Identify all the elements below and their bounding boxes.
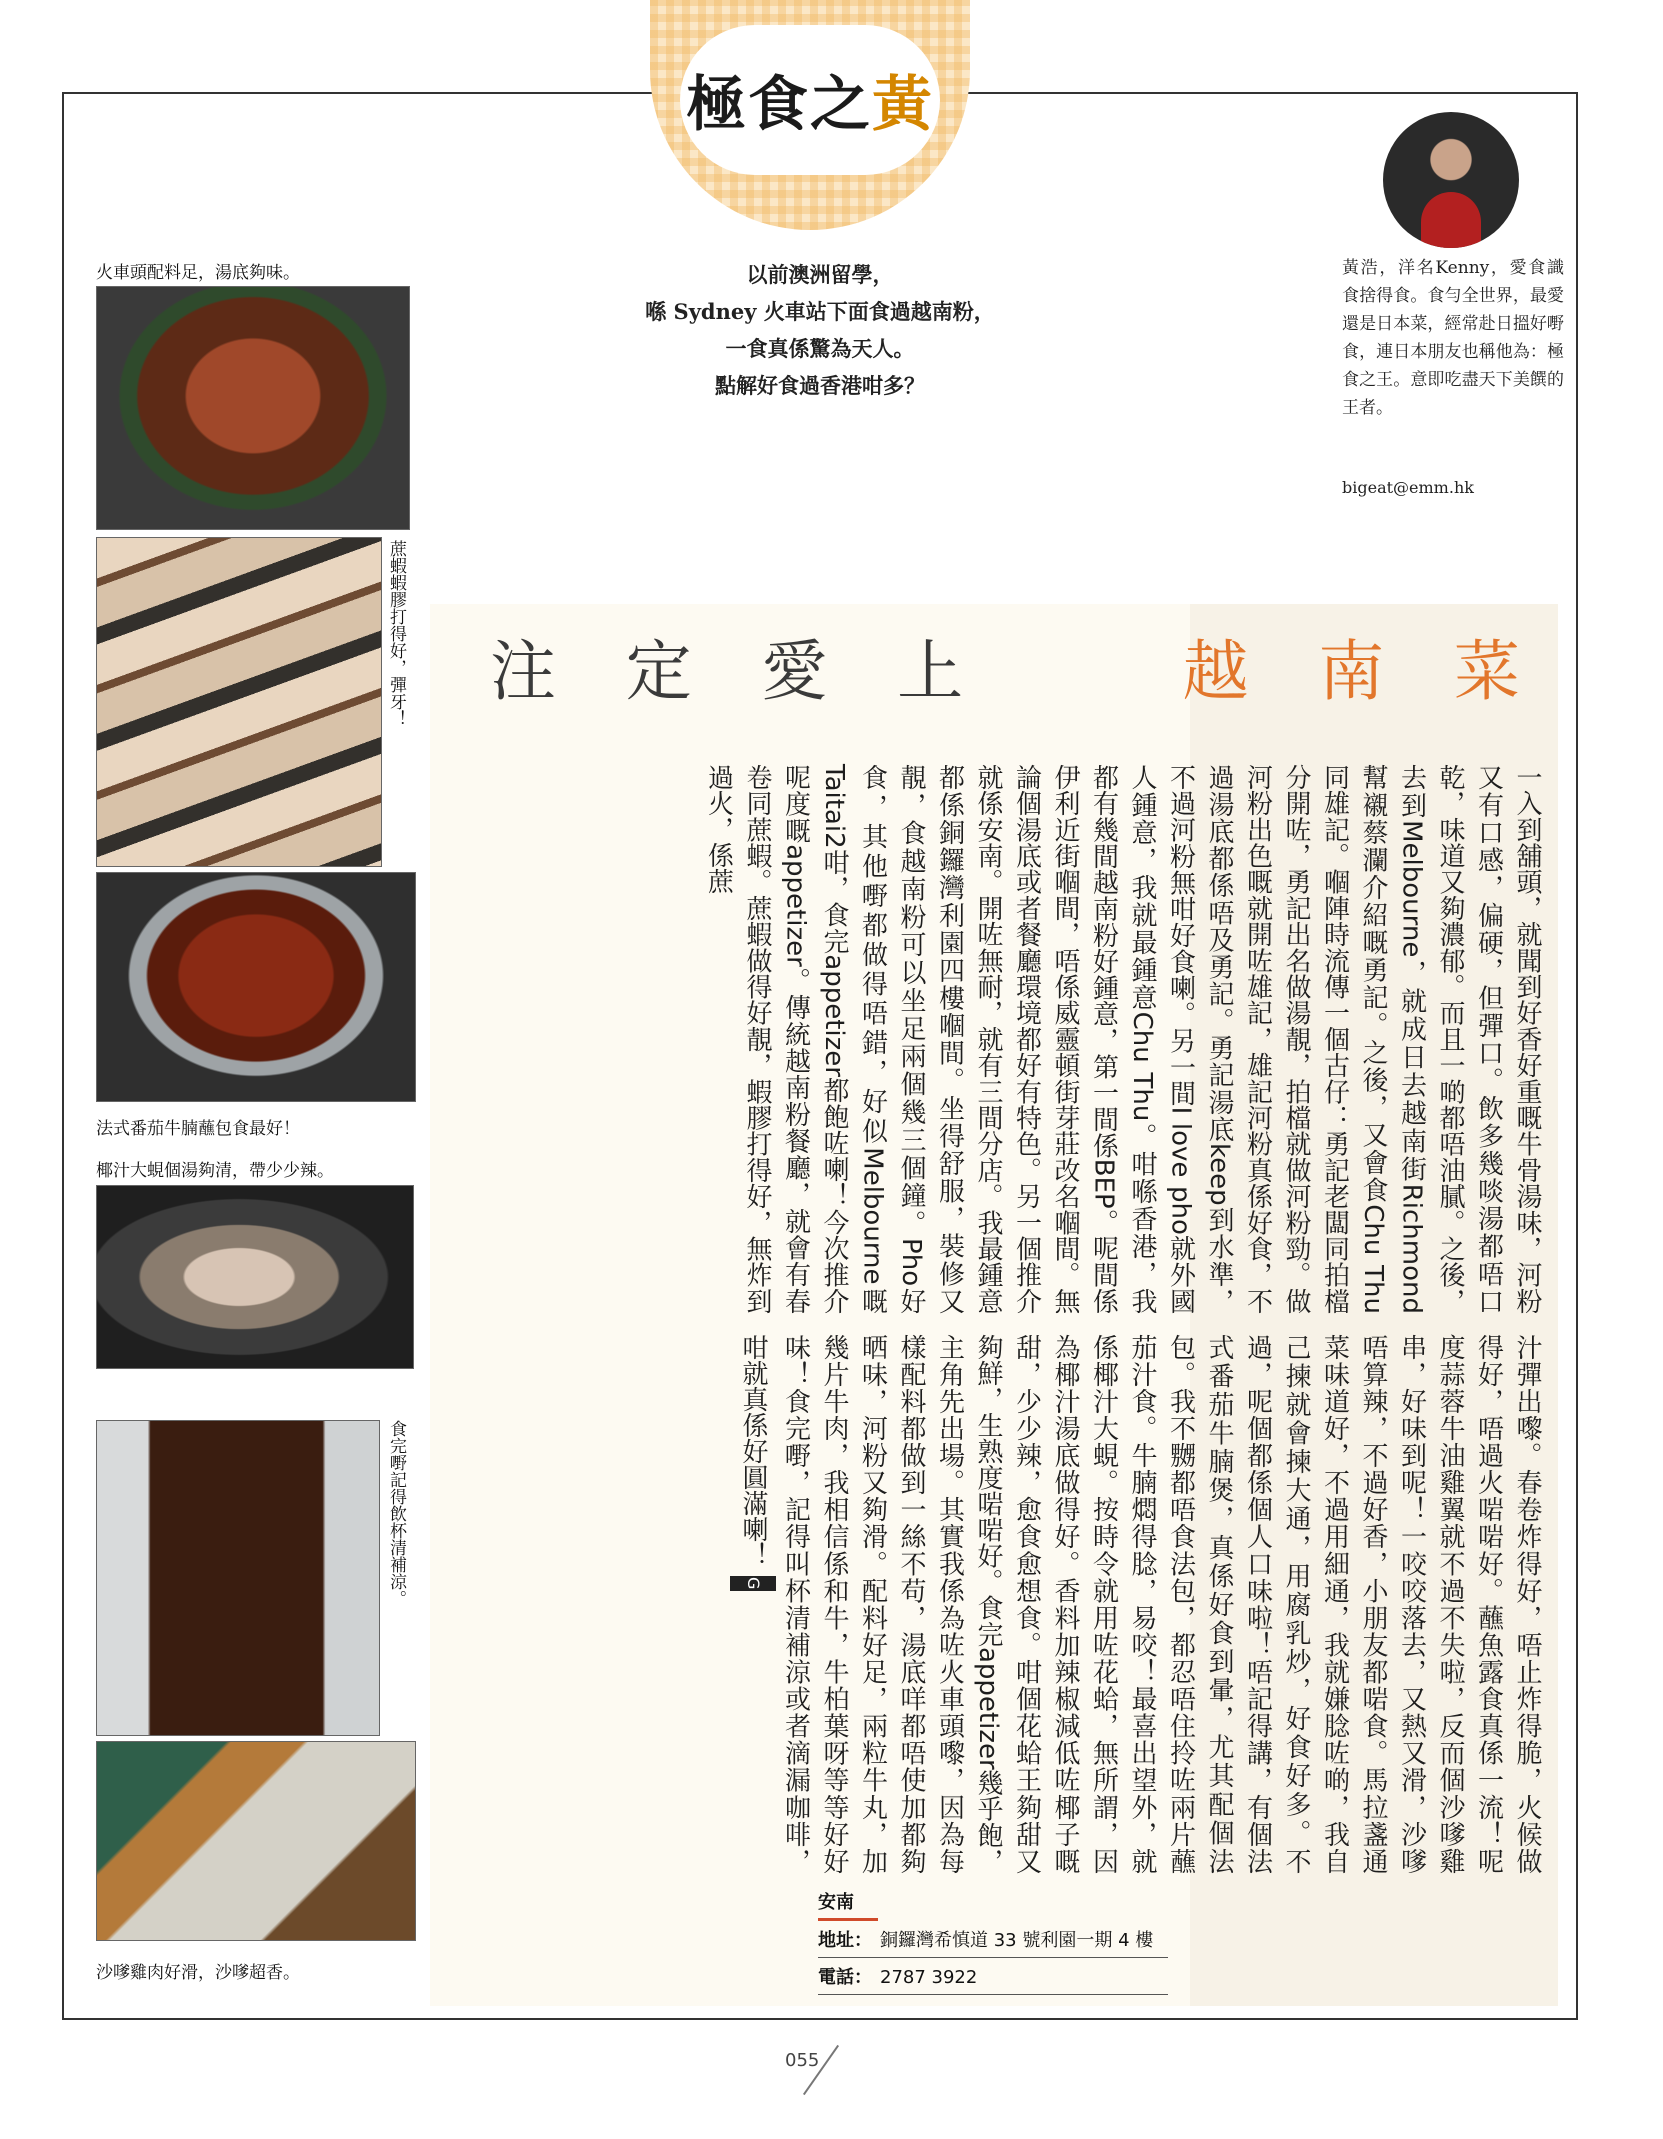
restaurant-address: 地址： 銅鑼灣希慎道 33 號利園一期 4 樓 xyxy=(818,1921,1168,1958)
photo-beef-brisket xyxy=(96,872,416,1102)
headline-char: 上 xyxy=(897,632,964,710)
photo-sugarcane-prawn xyxy=(96,537,382,867)
caption-pho: 火車頭配料足，湯底夠味。 xyxy=(96,263,300,283)
headline-char: 愛 xyxy=(761,632,828,710)
author-bio: 黃浩，洋名Kenny，愛食識食捨得食。食勻全世界，最愛還是日本菜，經常赴日搵好嘢食，連日本朋友也稱他為：極食之王。意即吃盡天下美饌的王者。 xyxy=(1342,258,1564,418)
article-headline xyxy=(490,610,1520,720)
photo-dessert-drink xyxy=(96,1420,380,1736)
article-body-lower xyxy=(462,1334,1546,1874)
article-lower-text: 汁彈出嚟。春卷炸得好，唔止炸得脆，火候做得好，唔過火啱啱好。蘸魚露食真係一流！呢度蒜蓉牛油雞翼就不過不失啦，反而個沙嗲雞串，好味到呢！一咬咬落去，又熱又滑，沙嗲唔算辣，不過好香，小朋友都啱食。馬拉盞通菜味道好，不過用細通，我就嫌腍咗啲，我自己揀就會揀大通，用腐乳炒，好食好多。不過，呢個都係個人口味啦！唔記得講，有個法式番茄牛腩煲，真係好食到暈，尤其配個法包。我不嬲都唔食法包，都忍唔住拎咗兩片蘸茄汁食。牛腩燜得腍，易咬！最喜出望外，就係椰汁大蜆。按時令就用咗花蛤，無所謂，因為椰汁湯底做得好。香料加辣椒減低咗椰子嘅甜，少少辣，愈食愈想食。咁個花蛤王夠甜又夠鮮，生熟度啱啱好。食完appetizer幾乎飽，主角先出場。其實我係為咗火車頭嚟，因為每樣配料都做到一絲不苟，湯底咩都唔使加都夠晒味，河粉又夠滑。配料好足，兩粒牛丸，加幾片牛肉，我相信係和牛，牛柏葉呀等等好好味！食完嘢，記得叫杯清補涼或者滴漏咖啡，咁就真係好圓滿喇！ xyxy=(738,1334,1542,1874)
restaurant-name: 安南 xyxy=(818,1888,878,1921)
column-title-badge xyxy=(680,25,940,175)
intro-line: 以前澳洲留學， xyxy=(746,262,894,287)
caption-satay-chicken: 沙嗲雞肉好滑，沙嗲超香。 xyxy=(96,1963,300,1983)
article-upper-block: 一入到舖頭，就聞到好香好重嘅牛骨湯味，河粉又有口感，偏硬，但彈口。飲多幾啖湯都唔口乾，味道又夠濃郁。而且一啲都唔油膩。之後，去到Melbourne，就成日去越南街Richmond幫襯蔡瀾介紹嘅勇記。之後，又會食Chu Thu同雄記。嗰陣時流傳一個古仔：勇記老闆同拍檔分開咗，勇記出名做湯靚，拍檔就做河粉勁。做河粉出色嘅就開咗雄記，雄記河粉真係好食，不過湯底都係唔及勇記。勇記湯底keep到水準，不過河粉無咁好食喇。另一間I love pho就外國人鍾意，我就最鍾意Chu Thu。咁喺香港，我都有幾間越南粉好鍾意，第一間係BEP。呢間係伊利近街嗰間，唔係威靈頓街芽莊改名嗰間。無論個湯底或者餐廳環境都好有特色。另一個推介就係安南。開咗無耐，就有三間分店。我最鍾意都係銅鑼灣利園四樓嗰間。坐得舒服，裝修又靚，食越南粉可以坐足兩個幾三個鐘。Pho好食，其他嘢都做得唔錯，好似Melbourne嘅Taitai2咁，食完appetizer都飽咗喇！今次推介呢度嘅appetizer。傳統越南粉餐廳，就會有春卷同蔗蝦。蔗蝦做得好靚，蝦膠打得好，無炸到過火，係蔗 xyxy=(703,764,1542,1314)
end-mark: G xyxy=(730,1576,777,1590)
article-lower-block xyxy=(730,1334,1547,1874)
caption-dessert-drink: 食完嘢記得飲杯清補涼。 xyxy=(386,1420,406,1607)
intro-line: 一食真係驚為天人。 xyxy=(725,336,915,361)
headline-char: 定 xyxy=(625,632,692,710)
column-title: 極食之黃 xyxy=(686,70,934,140)
photo-clams xyxy=(96,1185,414,1369)
photo-pho xyxy=(96,286,410,530)
caption-clams: 椰汁大蜆個湯夠清，帶少少辣。 xyxy=(96,1161,334,1181)
intro-lead xyxy=(560,256,1080,404)
restaurant-phone: 電話： 2787 3922 xyxy=(818,1958,1168,1995)
caption-sugarcane-prawn: 蔗蝦蝦膠打得好，彈牙！ xyxy=(386,540,406,727)
headline-char: 越 xyxy=(1182,632,1249,710)
restaurant-info xyxy=(818,1888,1168,1995)
headline-char: 注 xyxy=(490,632,556,710)
headline-char: 菜 xyxy=(1453,632,1520,710)
photo-satay-chicken xyxy=(96,1741,416,1941)
intro-line: 點解好食過香港咁多？ xyxy=(715,373,925,398)
author-avatar xyxy=(1383,112,1519,248)
author-email: bigeat@emm.hk xyxy=(1342,478,1474,497)
page-number: 055 xyxy=(785,2050,820,2071)
intro-line: 喺 Sydney 火車站下面食過越南粉， xyxy=(645,299,995,324)
caption-beef-brisket: 法式番茄牛腩蘸包食最好！ xyxy=(96,1119,300,1139)
headline-char: 南 xyxy=(1318,632,1385,710)
